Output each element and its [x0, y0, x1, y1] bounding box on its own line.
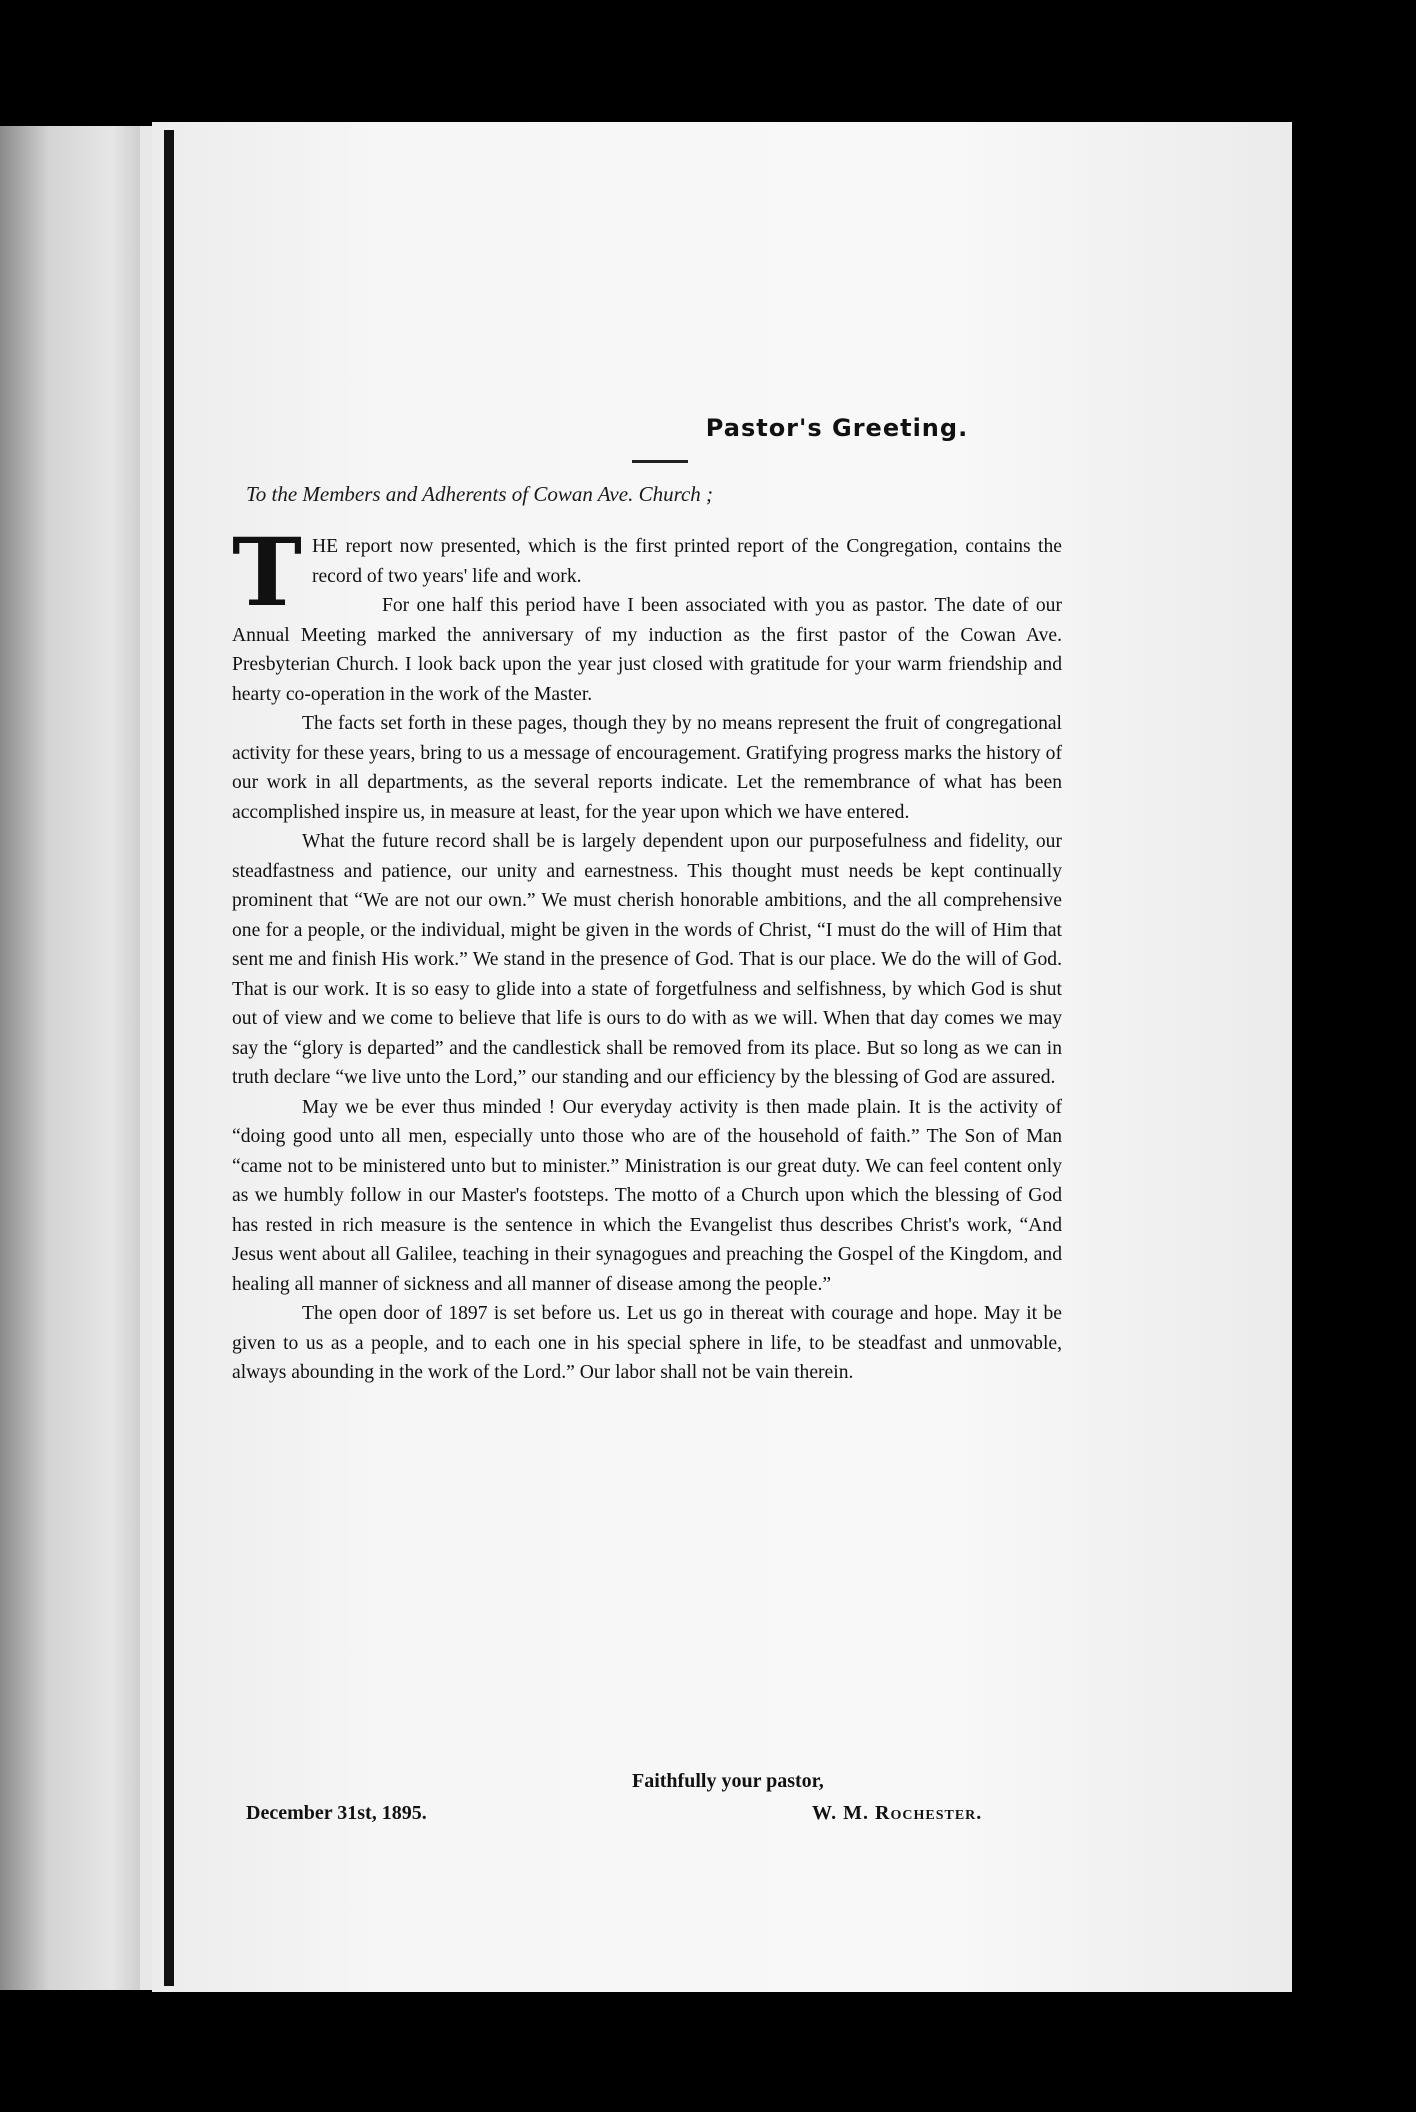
book-spine: [140, 126, 152, 1990]
document-page: [152, 122, 1292, 1992]
facing-page-edge: [0, 126, 140, 1990]
drop-cap: T: [232, 518, 302, 628]
paragraph-3: The facts set forth in these pages, though they by no means represent the fruit of congregational activity for these years, bring to us a message of encouragement. Gratifying progress marks the history of our work in all departments, as the several reports indicate. Let the remembrance of what has been accomplished inspire us, in measure at least, for the year upon which we have entered.: [232, 713, 1062, 823]
paragraph-4: What the future record shall be is largely dependent upon our purposefulness and fidelity, our steadfastness and patience, our unity and earnestness. This thought must needs be kept continually prominent that “We are not our own.” We must cherish honorable ambitions, and the all comprehensive one for a people, or the individual, might be given in the words of Christ, “I must do the will of Him that sent me and finish His work.” We stand in the presence of God. That is our place. We do the will of God. That is our work. It is so easy to glide into a state of forgetfulness and selfishness, by which God is shut out of view and we come to believe that life is ours to do with as we will. When that day comes we may say the “glory is departed” and the candlestick shall be removed from its place. But so long as we can in truth declare “we live unto the Lord,” our standing and our efficiency by the blessing of God are assured.: [232, 831, 1062, 1088]
signature-name: W. M. Rochester.: [812, 1802, 983, 1824]
letter-body: [232, 518, 1062, 1388]
signature: [812, 1802, 982, 1825]
paragraph-1: [232, 518, 1062, 628]
paragraph-5: May we be ever thus minded ! Our everyday activity is then made plain. It is the activity of “doing good unto all men, especially unto those who are of the household of faith.” The Son of Man “came not to be ministered unto but to minister.” Ministration is our great duty. We can feel content only as we humbly follow in our Master's footsteps. The motto of a Church upon which the blessing of God has rested in rich measure is the sentence in which the Evangelist thus describes Christ's work, “And Jesus went about all Galilee, teaching in their synagogues and preaching the Gospel of the Kingdom, and healing all manner of sickness and all manner of disease among the people.”: [232, 1096, 1062, 1295]
page-title: Pastor's Greeting.: [705, 414, 969, 442]
letter-date: December 31st, 1895.: [246, 1802, 427, 1824]
title-rule: [632, 460, 688, 463]
closing-line: Faithfully your pastor,: [632, 1770, 824, 1792]
paragraph-2: For one half this period have I been associated with you as pastor. The date of our Annual Meeting marked the anniversary of my induction as the first pastor of the Cowan Ave. Presbyterian Church. I look back upon the year just closed with gratitude for your warm friendship and hearty co-operation in the work of the Master.: [232, 595, 1062, 705]
salutation: To the Members and Adherents of Cowan Ave. Church ;: [246, 482, 714, 506]
paragraph-6: The open door of 1897 is set before us. Let us go in thereat with courage and hope. May it be given to us as a people, and to each one in his special sphere in life, to be steadfast and unmovable, always abounding in the work of the Lord.” Our labor shall not be vain therein.: [232, 1303, 1062, 1383]
page-gutter-line: [164, 130, 174, 1986]
paragraph-text: HE report now presented, which is the first printed report of the Congregation, contains the record of two years' life and work.: [311, 536, 1062, 587]
